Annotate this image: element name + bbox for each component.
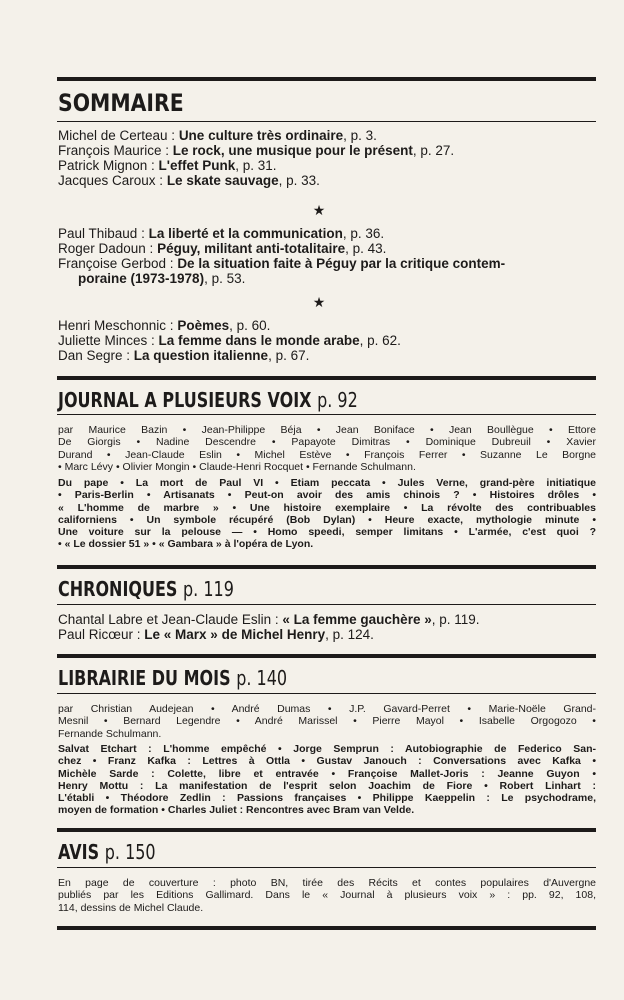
review-line: Henry Mottu : La manifestation de l'esprit selon Joachim de Fiore • Robert Linhart : <box>58 779 596 792</box>
contributors-line: Mesnil • Bernard Legendre • André Marissel • Pierre Mayol • Isabelle Orgogozo • <box>58 715 596 728</box>
librairie-heading: LIBRAIRIE DU MOIS p. 140 <box>58 666 288 690</box>
topics-line: Du pape • La mort de Paul VI • Etiam peccata • Jules Verne, grand-père initiatique <box>58 477 596 489</box>
sommaire-group-3 <box>58 318 596 363</box>
toc-entry: Chantal Labre et Jean-Claude Eslin : « La femme gauchère », p. 119. <box>58 612 480 627</box>
toc-entry-continued: poraine (1973-1978), p. 53. <box>78 271 246 286</box>
chroniques-heading: CHRONIQUES p. 119 <box>58 577 234 601</box>
librairie-reviews <box>58 743 596 817</box>
note-line: En page de couverture : photo BN, tirée des Récits et contes populaires d'Auvergne <box>58 877 596 889</box>
contributors-line: Durand • Jean-Claude Eslin • Michel Estève • François Ferrer • Suzanne Le Borgne <box>58 448 596 461</box>
review-line: chez • Franz Kafka : Lettres à Ottla • Gustav Janouch : Conversations avec Kafka • <box>58 755 596 768</box>
journal-contributors <box>58 424 596 473</box>
sommaire-group-2 <box>58 226 596 286</box>
star-separator-icon: ★ <box>312 202 326 218</box>
librairie-contributors <box>58 703 596 740</box>
section-rule <box>57 77 596 81</box>
section-rule <box>57 604 596 605</box>
toc-entry: Henri Meschonnic : Poèmes, p. 60. <box>58 318 271 333</box>
star-separator-icon: ★ <box>312 294 326 310</box>
contributors-line: par Christian Audejean • André Dumas • J.P. Gavard-Perret • Marie-Noële Grand- <box>58 703 596 715</box>
journal-topics <box>58 477 596 551</box>
toc-entry: Roger Dadoun : Péguy, militant anti-totalitaire, p. 43. <box>58 241 387 256</box>
sommaire-heading: SOMMAIRE <box>58 89 184 117</box>
note-line: 114, dessins de Michel Claude. <box>58 901 204 914</box>
avis-notes <box>58 877 596 914</box>
section-rule <box>57 376 596 380</box>
toc-entry: Dan Segre : La question italienne, p. 67. <box>58 348 310 363</box>
contributors-line: Fernande Schulmann. <box>58 727 162 740</box>
toc-entry: Paul Ricœur : Le « Marx » de Michel Henry, p. 124. <box>58 627 374 642</box>
section-rule <box>57 414 596 415</box>
section-rule <box>57 828 596 832</box>
contributors-line: De Giorgis • Nadine Descendre • Papayote Dimitras • Dominique Dubreuil • Xavier <box>58 436 596 449</box>
toc-entry: Paul Thibaud : La liberté et la communication, p. 36. <box>58 226 385 241</box>
contributors-line: par Maurice Bazin • Jean-Philippe Béja • Jean Boniface • Jean Boullègue • Ettore <box>58 424 596 436</box>
toc-entry: Jacques Caroux : Le skate sauvage, p. 33. <box>58 173 320 188</box>
topics-line: • « Le dossier 51 » • « Gambara » à l'opéra de Lyon. <box>58 538 314 551</box>
review-line: Michèle Sarde : Colette, libre et entravée • Françoise Mallet-Joris : Jeanne Guyon • <box>58 767 596 780</box>
toc-entry: Michel de Certeau : Une culture très ordinaire, p. 3. <box>58 128 377 143</box>
review-line: moyen de formation • Charles Juliet : Rencontres avec Bram van Velde. <box>58 804 415 817</box>
topics-line: • Paris-Berlin • Artisanats • Peut-on avoir des amis chinois ? • Histoires drôles • <box>58 489 596 502</box>
topics-line: Une voiture sur la pelouse — • Homo speedi, semper limitans • L'armée, c'est quoi ? <box>58 526 596 539</box>
section-rule <box>57 565 596 569</box>
toc-entry: Juliette Minces : La femme dans le monde arabe, p. 62. <box>58 333 401 348</box>
sommaire-group-1 <box>58 128 596 188</box>
chroniques-entries <box>58 612 596 642</box>
section-rule <box>57 654 596 658</box>
toc-entry: Françoise Gerbod : De la situation faite à Péguy par la critique contem- <box>58 256 506 271</box>
section-rule <box>57 121 596 122</box>
topics-line: californiens • Un symbole récupéré (Bob Dylan) • Heure exacte, mythologie minute • <box>58 513 596 526</box>
section-rule <box>57 926 596 930</box>
avis-heading: AVIS p. 150 <box>58 840 156 864</box>
journal-heading: JOURNAL A PLUSIEURS VOIX p. 92 <box>58 388 358 412</box>
toc-entry: Patrick Mignon : L'effet Punk, p. 31. <box>58 158 277 173</box>
review-line: L'établi • Théodore Zedlin : Passions françaises • Philippe Kaeppelin : Le psychodrame, <box>58 792 596 805</box>
section-rule <box>57 693 596 694</box>
note-line: publiés par les Editions Gallimard. Dans le « Journal à plusieurs voix » : pp. 92, 108, <box>58 889 596 902</box>
toc-entry: François Maurice : Le rock, une musique pour le présent, p. 27. <box>58 143 455 158</box>
section-rule <box>57 867 596 868</box>
review-line: Salvat Etchart : L'homme empêché • Jorge Semprun : Autobiographie de Federico San- <box>58 743 596 755</box>
contributors-line: • Marc Lévy • Olivier Mongin • Claude-Henri Rocquet • Fernande Schulmann. <box>58 460 416 473</box>
topics-line: « L'homme de marbre » • Une histoire exemplaire • La révolte des contribuables <box>58 501 596 514</box>
